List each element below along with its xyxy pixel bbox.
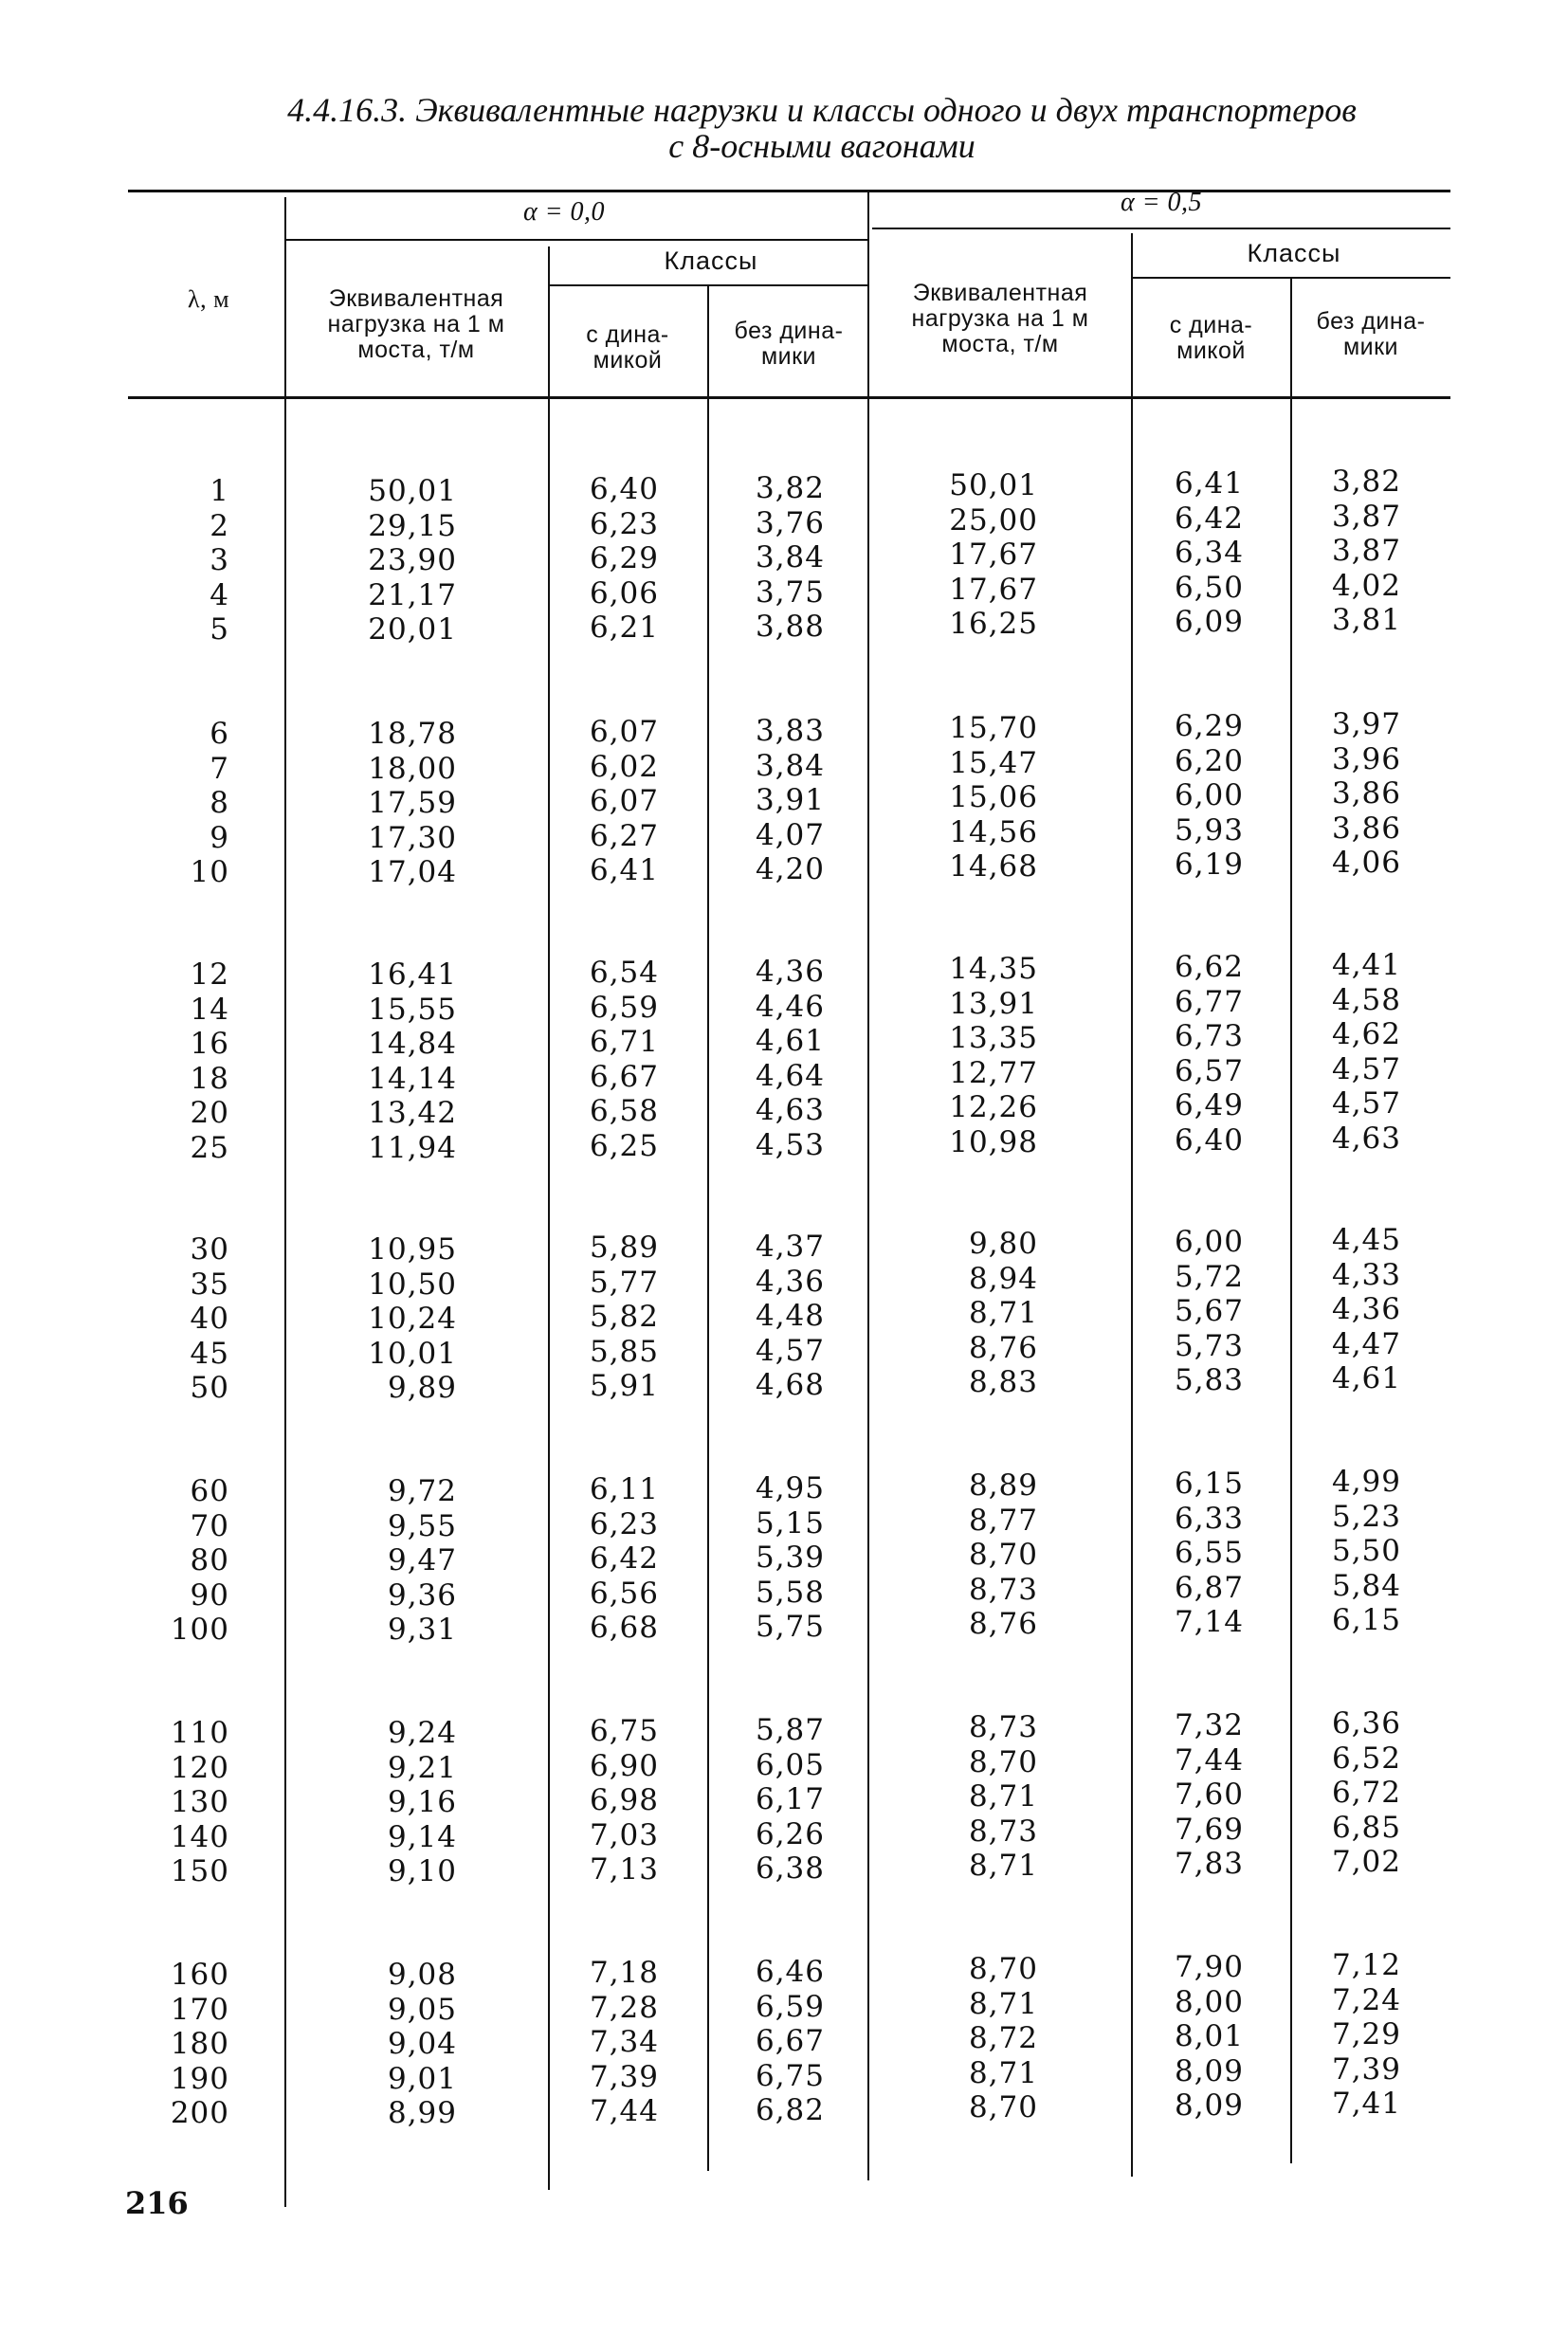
cell-nodyn-a0: 6,05: [755, 1747, 825, 1782]
header-dyn-a05: с дина- микой: [1169, 312, 1253, 364]
cell-nodyn-a05: 3,97: [1331, 707, 1401, 741]
cell-nodyn-a05: 7,39: [1331, 2051, 1401, 2087]
header-classes-a0: Классы: [664, 246, 758, 275]
cell-dyn-a0: 6,29: [589, 541, 659, 575]
cell-dyn-a05: 7,83: [1174, 1847, 1244, 1881]
cell-lambda: 12: [190, 957, 229, 992]
cell-dyn-a05: 7,69: [1174, 1812, 1244, 1847]
cell-nodyn-a0: 4,36: [755, 1264, 825, 1299]
cell-nodyn-a0: 3,91: [755, 783, 825, 817]
cell-dyn-a0: 6,59: [589, 990, 659, 1025]
cell-load-a05: 15,70: [949, 711, 1038, 745]
cell-load-a05: 17,67: [949, 572, 1038, 607]
cell-load-a05: 16,25: [949, 607, 1038, 641]
table-caption-line1: 4.4.16.3. Эквивалентные нагрузки и классы одного и двух транспортеров: [287, 91, 1357, 129]
cell-dyn-a05: 6,42: [1174, 501, 1244, 536]
cell-load-a05: 10,98: [949, 1124, 1038, 1159]
cell-load-a05: 9,80: [968, 1227, 1038, 1261]
cell-nodyn-a0: 3,88: [755, 610, 825, 644]
cell-nodyn-a05: 4,06: [1331, 846, 1401, 880]
table-top-rule: [128, 190, 1450, 192]
cell-dyn-a0: 6,27: [589, 818, 659, 853]
cell-lambda: 7: [210, 751, 229, 786]
cell-load-a05: 8,94: [968, 1261, 1038, 1296]
cell-lambda: 8: [210, 786, 229, 820]
header-bottom-rule: [128, 396, 1450, 399]
cell-dyn-a0: 7,39: [589, 2059, 659, 2094]
cell-dyn-a05: 6,73: [1174, 1019, 1244, 1053]
cell-lambda: 25: [190, 1130, 229, 1165]
cell-dyn-a05: 5,67: [1174, 1294, 1244, 1328]
cell-load-a0: 10,50: [368, 1267, 457, 1302]
cell-load-a0: 18,00: [368, 751, 457, 786]
cell-load-a0: 9,47: [387, 1543, 457, 1577]
cell-dyn-a05: 7,44: [1174, 1742, 1244, 1778]
cell-load-a05: 17,67: [949, 538, 1038, 572]
cell-nodyn-a0: 4,07: [755, 817, 825, 852]
cell-nodyn-a0: 6,46: [755, 1955, 825, 1989]
cell-nodyn-a0: 4,53: [755, 1127, 825, 1162]
cell-dyn-a05: 6,57: [1174, 1053, 1244, 1088]
cell-load-a05: 8,77: [968, 1503, 1038, 1538]
cell-load-a05: 14,35: [949, 952, 1038, 986]
page-number: 216: [125, 2185, 189, 2221]
cell-dyn-a0: 6,68: [589, 1611, 659, 1645]
header-load-a0: Эквивалентная нагрузка на 1 м моста, т/м: [327, 285, 505, 363]
cell-nodyn-a0: 4,36: [755, 955, 825, 989]
alpha-rule-a05: [872, 228, 1450, 229]
cell-dyn-a0: 7,03: [589, 1817, 659, 1852]
cell-dyn-a05: 6,40: [1174, 1122, 1244, 1158]
cell-load-a0: 9,16: [387, 1785, 457, 1819]
cell-load-a05: 8,76: [968, 1330, 1038, 1365]
cell-load-a05: 8,71: [968, 2055, 1038, 2090]
cell-nodyn-a05: 3,87: [1331, 534, 1401, 568]
cell-dyn-a0: 6,23: [589, 506, 659, 541]
table-caption-line2: с 8-осными вагонами: [668, 127, 975, 165]
header-load-a05: Эквивалентная нагрузка на 1 м моста, т/м: [911, 280, 1089, 357]
cell-load-a05: 25,00: [949, 502, 1038, 538]
cell-load-a0: 50,01: [368, 474, 457, 508]
cell-dyn-a05: 6,62: [1174, 950, 1244, 984]
cell-nodyn-a05: 4,33: [1331, 1257, 1401, 1292]
cell-nodyn-a0: 5,15: [755, 1505, 825, 1541]
cell-dyn-a0: 6,40: [589, 472, 659, 506]
cell-lambda: 35: [190, 1267, 229, 1302]
cell-nodyn-a05: 4,58: [1331, 982, 1401, 1017]
cell-lambda: 100: [170, 1613, 229, 1647]
cell-dyn-a0: 6,02: [589, 749, 659, 784]
cell-lambda: 80: [190, 1543, 229, 1577]
cell-nodyn-a0: 5,58: [755, 1575, 825, 1610]
cell-load-a05: 14,68: [949, 849, 1038, 884]
col-divider-alpha: [867, 190, 869, 2180]
cell-dyn-a05: 6,00: [1174, 1225, 1244, 1259]
cell-lambda: 110: [170, 1716, 229, 1750]
cell-dyn-a05: 6,20: [1174, 743, 1244, 778]
cell-dyn-a05: 6,55: [1174, 1536, 1244, 1570]
cell-nodyn-a05: 4,63: [1331, 1121, 1401, 1156]
cell-dyn-a0: 6,67: [589, 1059, 659, 1094]
header-classes-a05: Классы: [1247, 239, 1341, 267]
cell-dyn-a0: 6,25: [589, 1128, 659, 1163]
cell-load-a05: 8,72: [968, 2021, 1038, 2055]
cell-dyn-a05: 7,32: [1174, 1708, 1244, 1742]
cell-dyn-a0: 6,75: [589, 1714, 659, 1748]
cell-load-a0: 9,04: [387, 2027, 457, 2061]
cell-nodyn-a05: 4,61: [1331, 1361, 1401, 1395]
cell-load-a0: 9,21: [387, 1750, 457, 1785]
cell-load-a05: 8,71: [968, 1849, 1038, 1883]
cell-load-a0: 10,01: [368, 1336, 457, 1371]
cell-load-a0: 9,36: [387, 1577, 457, 1613]
cell-dyn-a05: 6,19: [1174, 848, 1244, 882]
cell-lambda: 200: [170, 2096, 229, 2130]
header-lambda: λ, м: [187, 285, 230, 313]
cell-load-a0: 8,99: [387, 2096, 457, 2130]
cell-dyn-a0: 6,42: [589, 1541, 659, 1576]
cell-load-a05: 8,73: [968, 1710, 1038, 1744]
cell-nodyn-a05: 4,41: [1331, 948, 1401, 982]
header-dyn-a0: с дина- микой: [586, 321, 669, 374]
cell-dyn-a0: 6,41: [589, 853, 659, 887]
cell-load-a05: 8,71: [968, 1986, 1038, 2021]
cell-nodyn-a05: 5,84: [1331, 1568, 1401, 1603]
cell-load-a0: 9,10: [387, 1854, 457, 1888]
cell-load-a0: 13,42: [368, 1096, 457, 1130]
cell-nodyn-a05: 7,12: [1331, 1948, 1401, 1982]
cell-lambda: 4: [210, 577, 229, 612]
cell-lambda: 150: [170, 1854, 229, 1888]
cell-nodyn-a0: 4,20: [755, 852, 825, 886]
cell-load-a0: 18,78: [368, 717, 457, 751]
cell-dyn-a05: 5,83: [1174, 1363, 1244, 1397]
cell-dyn-a0: 6,54: [589, 956, 659, 990]
cell-dyn-a0: 6,98: [589, 1783, 659, 1817]
cell-dyn-a0: 6,71: [589, 1025, 659, 1059]
cell-dyn-a0: 5,89: [589, 1231, 659, 1265]
cell-lambda: 6: [210, 717, 229, 751]
cell-nodyn-a0: 3,84: [755, 540, 825, 574]
cell-nodyn-a05: 5,23: [1331, 1499, 1401, 1534]
cell-dyn-a05: 5,93: [1174, 812, 1244, 848]
cell-nodyn-a05: 3,87: [1331, 499, 1401, 534]
cell-load-a05: 15,47: [949, 745, 1038, 780]
cell-load-a0: 14,84: [368, 1027, 457, 1061]
cell-lambda: 120: [170, 1750, 229, 1785]
cell-dyn-a0: 6,90: [589, 1748, 659, 1783]
cell-nodyn-a0: 3,84: [755, 748, 825, 783]
cell-dyn-a05: 5,73: [1174, 1328, 1244, 1363]
cell-lambda: 10: [190, 855, 229, 889]
cell-dyn-a0: 6,06: [589, 575, 659, 611]
cell-load-a05: 13,35: [949, 1021, 1038, 1055]
header-nodyn-a0: без дина- мики: [734, 318, 844, 370]
cell-dyn-a05: 6,29: [1174, 709, 1244, 743]
cell-dyn-a0: 6,07: [589, 715, 659, 749]
cell-lambda: 3: [210, 543, 229, 577]
cell-load-a0: 10,95: [368, 1232, 457, 1267]
cell-nodyn-a05: 4,36: [1331, 1292, 1401, 1326]
cell-dyn-a05: 8,00: [1174, 1984, 1244, 2019]
cell-dyn-a0: 6,07: [589, 784, 659, 818]
cell-nodyn-a05: 7,02: [1331, 1845, 1401, 1879]
cell-load-a05: 12,26: [949, 1090, 1038, 1124]
col-divider-dyn0: [707, 284, 709, 2171]
cell-nodyn-a05: 3,82: [1331, 465, 1401, 499]
cell-load-a05: 8,76: [968, 1607, 1038, 1641]
cell-load-a0: 17,04: [368, 855, 457, 889]
cell-dyn-a05: 6,77: [1174, 984, 1244, 1019]
cell-lambda: 40: [190, 1302, 229, 1336]
cell-load-a0: 9,14: [387, 1819, 457, 1854]
cell-nodyn-a05: 4,47: [1331, 1326, 1401, 1361]
cell-dyn-a05: 6,87: [1174, 1570, 1244, 1605]
cell-dyn-a0: 6,21: [589, 611, 659, 645]
cell-load-a0: 9,31: [387, 1613, 457, 1647]
cell-dyn-a0: 5,85: [589, 1334, 659, 1369]
cell-nodyn-a05: 7,41: [1331, 2087, 1401, 2121]
cell-nodyn-a05: 6,85: [1331, 1810, 1401, 1845]
cell-lambda: 130: [170, 1785, 229, 1819]
cell-lambda: 170: [170, 1992, 229, 2027]
cell-nodyn-a05: 4,57: [1331, 1086, 1401, 1121]
header-nodyn-a05: без дина- мики: [1316, 308, 1426, 360]
cell-nodyn-a0: 6,82: [755, 2093, 825, 2127]
col-divider-load0: [548, 246, 550, 2190]
col-divider-dyn05: [1290, 277, 1292, 2163]
cell-nodyn-a05: 5,50: [1331, 1534, 1401, 1568]
cell-dyn-a0: 7,13: [589, 1852, 659, 1887]
cell-nodyn-a0: 6,17: [755, 1782, 825, 1816]
cell-load-a05: 50,01: [949, 468, 1038, 502]
cell-load-a05: 8,89: [968, 1468, 1038, 1503]
cell-nodyn-a0: 6,26: [755, 1816, 825, 1851]
alpha-rule-a0: [284, 239, 867, 241]
cell-load-a0: 9,05: [387, 1992, 457, 2027]
cell-load-a0: 9,01: [387, 2061, 457, 2096]
cell-nodyn-a0: 4,63: [755, 1093, 825, 1127]
cell-nodyn-a05: 3,86: [1331, 776, 1401, 811]
cell-nodyn-a05: 4,57: [1331, 1051, 1401, 1086]
cell-nodyn-a05: 4,02: [1331, 568, 1401, 603]
cell-dyn-a05: 8,09: [1174, 2088, 1244, 2123]
cell-dyn-a0: 7,28: [589, 1990, 659, 2025]
cell-load-a0: 9,24: [387, 1716, 457, 1750]
cell-nodyn-a0: 4,64: [755, 1058, 825, 1093]
cell-load-a0: 20,01: [368, 612, 457, 647]
cell-nodyn-a05: 6,52: [1331, 1741, 1401, 1776]
cell-dyn-a0: 7,18: [589, 1956, 659, 1990]
cell-dyn-a05: 8,01: [1174, 2019, 1244, 2053]
cell-nodyn-a05: 3,81: [1331, 603, 1401, 637]
cell-nodyn-a0: 6,38: [755, 1851, 825, 1886]
cell-load-a05: 8,83: [968, 1365, 1038, 1399]
cell-nodyn-a0: 4,95: [755, 1471, 825, 1505]
cell-nodyn-a05: 3,86: [1331, 811, 1401, 846]
cell-load-a05: 8,70: [968, 1538, 1038, 1572]
cell-dyn-a0: 5,91: [589, 1369, 659, 1403]
cell-load-a0: 9,55: [387, 1508, 457, 1543]
col-divider-load05: [1131, 233, 1133, 2177]
cell-dyn-a05: 7,90: [1174, 1950, 1244, 1984]
cell-load-a0: 11,94: [368, 1130, 457, 1165]
cell-load-a05: 8,70: [968, 1952, 1038, 1986]
cell-lambda: 14: [190, 992, 229, 1027]
cell-nodyn-a0: 4,61: [755, 1024, 825, 1058]
cell-nodyn-a0: 6,67: [755, 2024, 825, 2058]
cell-lambda: 50: [190, 1371, 229, 1405]
cell-load-a0: 10,24: [368, 1302, 457, 1336]
cell-nodyn-a0: 3,83: [755, 714, 825, 748]
cell-nodyn-a0: 4,37: [755, 1230, 825, 1264]
cell-load-a05: 15,06: [949, 780, 1038, 814]
cell-dyn-a05: 7,60: [1174, 1778, 1244, 1812]
cell-nodyn-a05: 7,29: [1331, 2017, 1401, 2051]
cell-load-a05: 12,77: [949, 1055, 1038, 1090]
cell-lambda: 190: [170, 2061, 229, 2096]
cell-nodyn-a0: 4,48: [755, 1299, 825, 1333]
cell-lambda: 16: [190, 1027, 229, 1061]
cell-load-a0: 9,08: [387, 1958, 457, 1992]
cell-load-a0: 14,14: [368, 1061, 457, 1096]
cell-nodyn-a0: 3,76: [755, 505, 825, 540]
cell-nodyn-a0: 5,75: [755, 1610, 825, 1644]
cell-lambda: 1: [210, 474, 229, 508]
cell-lambda: 140: [170, 1819, 229, 1854]
cell-load-a05: 8,71: [968, 1779, 1038, 1814]
cell-dyn-a0: 6,56: [589, 1576, 659, 1611]
cell-dyn-a05: 6,09: [1174, 605, 1244, 639]
cell-nodyn-a05: 7,24: [1331, 1982, 1401, 2017]
cell-nodyn-a05: 6,36: [1331, 1706, 1401, 1741]
cell-dyn-a05: 6,00: [1174, 778, 1244, 812]
cell-lambda: 180: [170, 2027, 229, 2061]
cell-lambda: 45: [190, 1336, 229, 1371]
cell-nodyn-a0: 6,75: [755, 2058, 825, 2093]
cell-nodyn-a0: 3,82: [755, 471, 825, 505]
cell-load-a0: 23,90: [368, 543, 457, 577]
cell-lambda: 70: [190, 1508, 229, 1543]
cell-dyn-a0: 5,77: [589, 1265, 659, 1300]
cell-nodyn-a0: 5,87: [755, 1713, 825, 1747]
cell-load-a0: 21,17: [368, 577, 457, 612]
cell-dyn-a05: 6,41: [1174, 466, 1244, 501]
cell-lambda: 30: [190, 1232, 229, 1267]
cell-load-a0: 9,89: [387, 1371, 457, 1405]
cell-dyn-a05: 6,34: [1174, 536, 1244, 570]
cell-lambda: 18: [190, 1061, 229, 1096]
cell-nodyn-a05: 4,62: [1331, 1017, 1401, 1051]
cell-lambda: 90: [190, 1577, 229, 1613]
cell-nodyn-a05: 3,96: [1331, 741, 1401, 776]
cell-load-a0: 29,15: [368, 508, 457, 543]
cell-dyn-a0: 6,58: [589, 1094, 659, 1128]
cell-load-a05: 8,71: [968, 1296, 1038, 1330]
header-alpha-0: α = 0,0: [522, 197, 606, 227]
cell-lambda: 60: [190, 1474, 229, 1508]
cell-lambda: 5: [210, 612, 229, 647]
cell-dyn-a05: 8,09: [1174, 2053, 1244, 2088]
cell-dyn-a0: 6,23: [589, 1506, 659, 1541]
cell-nodyn-a05: 4,45: [1331, 1223, 1401, 1257]
header-alpha-05: α = 0,5: [1120, 188, 1203, 217]
cell-dyn-a05: 5,72: [1174, 1259, 1244, 1294]
cell-dyn-a05: 6,50: [1174, 570, 1244, 605]
cell-nodyn-a0: 4,57: [755, 1333, 825, 1368]
cell-load-a0: 16,41: [368, 957, 457, 992]
cell-dyn-a0: 7,34: [589, 2025, 659, 2059]
cell-nodyn-a05: 4,99: [1331, 1465, 1401, 1499]
cell-dyn-a0: 5,82: [589, 1300, 659, 1334]
cell-load-a05: 8,73: [968, 1814, 1038, 1849]
cell-load-a0: 9,72: [387, 1474, 457, 1508]
cell-lambda: 9: [210, 820, 229, 855]
cell-dyn-a05: 6,49: [1174, 1088, 1244, 1122]
cell-dyn-a05: 6,33: [1174, 1501, 1244, 1536]
cell-nodyn-a05: 6,72: [1331, 1776, 1401, 1810]
cell-nodyn-a0: 4,68: [755, 1368, 825, 1402]
cell-nodyn-a0: 4,46: [755, 989, 825, 1024]
cell-lambda: 160: [170, 1958, 229, 1992]
cell-lambda: 20: [190, 1096, 229, 1130]
cell-lambda: 2: [210, 508, 229, 543]
cell-load-a0: 15,55: [368, 992, 457, 1027]
cell-nodyn-a0: 3,75: [755, 574, 825, 610]
cell-load-a0: 17,30: [368, 820, 457, 855]
col-divider-lambda: [284, 197, 286, 2207]
cell-load-a05: 14,56: [949, 814, 1038, 849]
cell-load-a0: 17,59: [368, 786, 457, 820]
cell-load-a05: 8,70: [968, 1744, 1038, 1779]
cell-nodyn-a0: 6,59: [755, 1989, 825, 2024]
cell-dyn-a0: 7,44: [589, 2094, 659, 2128]
cell-load-a05: 8,73: [968, 1572, 1038, 1607]
cell-nodyn-a0: 5,39: [755, 1541, 825, 1575]
cell-load-a05: 13,91: [949, 986, 1038, 1021]
cell-load-a05: 8,70: [968, 2090, 1038, 2124]
cell-dyn-a0: 6,11: [589, 1472, 659, 1506]
cell-nodyn-a05: 6,15: [1331, 1603, 1401, 1637]
cell-dyn-a05: 6,15: [1174, 1467, 1244, 1501]
cell-dyn-a05: 7,14: [1174, 1605, 1244, 1639]
